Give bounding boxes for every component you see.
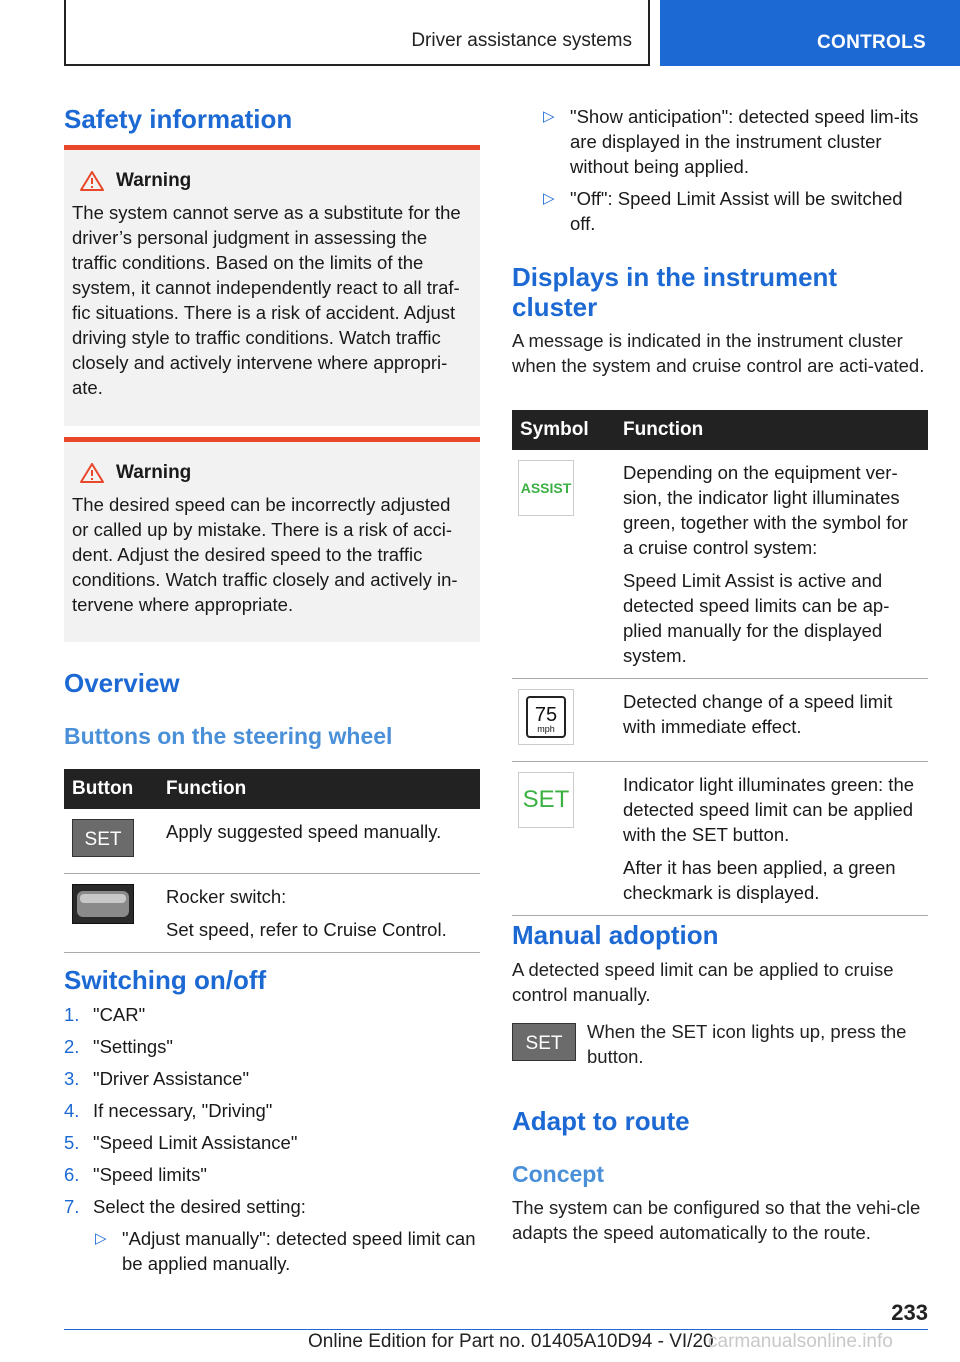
list-item: ▷ "Adjust manually": detected speed limit can be applied manually. [95, 1228, 476, 1274]
table-cell: Depending on the equipment ver‐sion, the indicator light illuminates green, together with the symbol for a cruise control system: [623, 462, 908, 558]
triangle-bullet-icon: ▷ [95, 1230, 107, 1247]
svg-text:SET: SET [525, 1033, 563, 1054]
set-button-icon [72, 819, 134, 857]
warning-box-1 [64, 145, 480, 426]
buttons-heading: Buttons on the steering wheel [64, 723, 393, 749]
warning-title-2: Warning [80, 460, 472, 486]
col-function-header: Function [615, 410, 928, 450]
list-item: ▷ "Show anticipation": detected speed lim‐its are displayed in the instrument cluster without being applied. [543, 106, 919, 177]
svg-text:SET: SET [84, 829, 122, 850]
safety-heading: Safety information [64, 104, 293, 134]
svg-text:ASSIST: ASSIST [520, 480, 572, 496]
table-cell: After it has been applied, a green checkmark is displayed. [623, 857, 896, 903]
list-item: 1. "CAR" [64, 1004, 146, 1025]
svg-text:SET: SET [522, 786, 570, 813]
warning-title-1: Warning [80, 168, 472, 194]
concept-text: The system can be configured so that the vehi‐cle adapts the speed automatically to the route. [512, 1197, 921, 1243]
warning-text-2: The desired speed can be incorrectly adjusted or called up by mistake. There is a risk of acci‐dent. Adjust the desired speed to the traffic conditions. Watch traffic closely and actively in‐tervene where appropriate. [72, 494, 458, 615]
header-section-title: Driver assistance systems [411, 30, 632, 51]
displays-text: A message is indicated in the instrument cluster when the system and cruise control are acti‐vated. [512, 330, 925, 376]
triangle-bullet-icon: ▷ [543, 190, 555, 207]
manual-adoption-heading: Manual adoption [512, 920, 719, 950]
header-chapter-label: CONTROLS [816, 32, 926, 53]
buttons-table [64, 769, 480, 953]
col-button-header: Button [64, 769, 158, 809]
col-symbol-header: Symbol [512, 410, 615, 450]
settings-sublist [93, 1226, 480, 1276]
list-item: ▷ "Off": Speed Limit Assist will be switched off. [543, 188, 903, 234]
table-cell: Apply suggested speed manually. [158, 809, 480, 874]
switching-heading: Switching on/off [64, 965, 267, 995]
manual-adoption-instruction: When the SET icon lights up, press the button. [587, 1021, 907, 1067]
footer-watermark: carmanualsonline.info [708, 1331, 893, 1352]
concept-heading: Concept [512, 1161, 604, 1187]
list-item: 5. "Speed Limit Assistance" [64, 1132, 298, 1153]
page-number: 233 [891, 1300, 928, 1325]
set-indicator-icon [518, 772, 574, 828]
svg-text:75: 75 [534, 704, 558, 726]
warning-triangle-icon [80, 171, 104, 191]
settings-sublist-continued [541, 104, 928, 236]
header-chapter-tab [660, 0, 960, 66]
table-cell: Rocker switch: [166, 886, 287, 907]
warning-triangle-icon [80, 463, 104, 483]
list-item: 7. Select the desired setting: ▷ "Adjust manually": detected speed limit can be applied manually. [64, 1194, 480, 1276]
table-cell: Indicator light illuminates green: the detected speed limit can be applied with the SET button. [623, 774, 915, 845]
footer-edition: Online Edition for Part no. 01405A10D94 - VI/20 [308, 1331, 714, 1352]
footer-divider [64, 1329, 928, 1330]
table-cell: Detected change of a speed limit with immediate effect. [623, 691, 893, 737]
list-item: 3. "Driver Assistance" [64, 1068, 250, 1089]
steps-list [64, 1002, 480, 1276]
table-row [512, 450, 928, 679]
manual-adoption-text: A detected speed limit can be applied to cruise control manually. [512, 959, 894, 1005]
warning-text-1: The system cannot serve as a substitute for the driver’s personal judgment in assessing the traffic conditions. Based on the limits of the system, it cannot independently react to all traf‐fic situations. There is a risk of accident. Adjust driving style to traffic conditions. Watch traffic closely and actively intervene where appropri‐ate. [72, 202, 461, 398]
adapt-route-heading: Adapt to route [512, 1106, 690, 1136]
list-item: 4. If necessary, "Driving" [64, 1100, 273, 1121]
col-function-header: Function [158, 769, 480, 809]
svg-text:mph: mph [537, 724, 555, 734]
header-section-box [64, 0, 650, 66]
table-row [64, 809, 480, 874]
list-item: 6. "Speed limits" [64, 1164, 207, 1185]
set-button-icon [512, 1023, 576, 1061]
rocker-switch-icon [72, 884, 134, 924]
displays-heading: Displays in the instrument cluster [512, 262, 838, 322]
overview-heading: Overview [64, 668, 180, 698]
assist-symbol-icon [518, 460, 574, 516]
warning-box-2 [64, 437, 480, 642]
speed-limit-sign-icon [518, 689, 574, 745]
symbols-table [512, 410, 928, 916]
triangle-bullet-icon: ▷ [543, 108, 555, 125]
table-row [512, 679, 928, 762]
table-cell: Speed Limit Assist is active and detected speed limits can be ap‐plied manually for the displayed system. [623, 570, 890, 666]
table-row [64, 874, 480, 953]
table-cell: Set speed, refer to Cruise Control. [166, 919, 447, 940]
table-row [512, 762, 928, 916]
list-item: 2. "Settings" [64, 1036, 173, 1057]
